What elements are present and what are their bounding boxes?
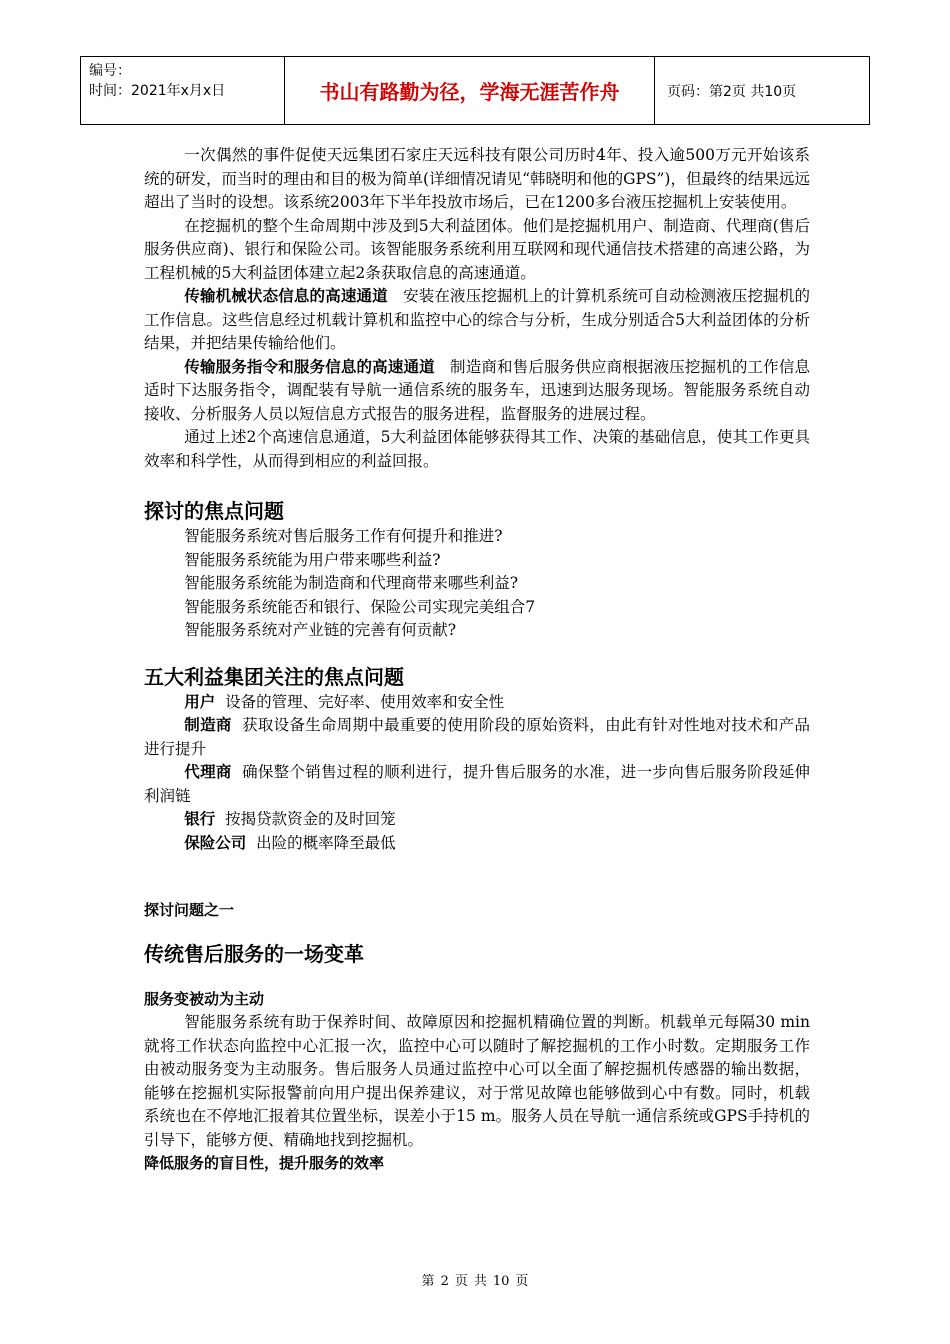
footer-page-number: 2 (440, 1274, 449, 1289)
topic-one-label: 探讨问题之一 (144, 901, 235, 919)
group-label-5: 保险公司 (184, 833, 247, 852)
document-body (144, 144, 810, 1175)
group-label-3: 代理商 (184, 763, 232, 781)
group-item-4 (144, 808, 810, 832)
topic-one-paragraph: 智能服务系统有助于保养时间、故障原因和挖掘机精确位置的判断。机载单元每隔30 min就将工作状态向监控中心汇报一次，监控中心可以随时了解挖掘机的工作小时数。定期服务工作由被动服务变为主动服务。售后服务人员通过监控中心可以全面了解挖掘机传感器的输出数据，能够在挖掘机实际报警前向用户提出保养建议，对于常见故障也能够做到心中有数。同时，机载系统也在不停地汇报着其位置坐标，误差小于15 m。服务人员在导航一通信系统或GPS手持机的引导下，能够方便、精确地找到挖掘机。 (144, 1013, 810, 1149)
group-text-4: 按揭贷款资金的及时回笼 (225, 810, 396, 828)
group-text-3: 确保整个销售过程的顺利进行，提升售后服务的水准，进一步向售后服务阶段延伸利润链 (144, 763, 810, 805)
group-label-2: 制造商 (184, 716, 232, 734)
intro-paragraph-2: 在挖掘机的整个生命周期中涉及到5大利益团体。他们是挖掘机用户、制造商、代理商(售后服务供应商)、银行和保险公司。该智能服务系统利用互联网和现代通信技术搭建的高速公路，为工程机械的5大利益团体建立起2条获取信息的高速通道。 (144, 216, 810, 282)
number-label: 编号： (89, 63, 131, 79)
page-footer (0, 1270, 950, 1289)
focus-item-3: 智能服务系统能为制造商和代理商带来哪些利益? (184, 574, 519, 592)
page-header (80, 56, 870, 125)
focus-item-4: 智能服务系统能否和银行、保险公司实现完美组合7 (184, 597, 536, 616)
group-item-3 (144, 761, 810, 808)
channel-title-2: 传输服务指令和服务信息的高速通道 (184, 357, 435, 376)
group-text-5: 出险的概率降至最低 (256, 833, 396, 852)
channel-title-1: 传输机械状态信息的高速通道 (184, 287, 388, 305)
channel-text-2: 制造商和售后服务供应商根据液压挖掘机的工作信息适时下达服务指令，调配装有导航一通信系统的服务车，迅速到达服务现场。智能服务系统自动接收、分析服务人员以短信息方式报告的服务进程，监督服务的进展过程。 (144, 357, 810, 423)
focus-item-5: 智能服务系统对产业链的完善有何贡献? (184, 621, 457, 639)
header-motto: 书山有路勤为径，学海无涯苦作舟 (285, 57, 655, 124)
group-text-2: 获取设备生命周期中最重要的使用阶段的原始资料，由此有针对性地对技术和产品进行提升 (144, 716, 810, 758)
group-item-2 (144, 714, 810, 761)
channel-text-1: 安装在液压挖掘机上的计算机系统可自动检测液压挖掘机的工作信息。这些信息经过机载计算机和监控中心的综合与分析，生成分别适合5大利益团体的分析结果，并把结果传输给他们。 (144, 287, 810, 352)
group-label-4: 银行 (184, 810, 216, 828)
footer-di: 第 (421, 1274, 435, 1289)
topic-one-subtitle-1: 服务变被动为主动 (144, 990, 265, 1008)
header-meta (81, 57, 285, 124)
footer-total-pages: 10 (492, 1274, 510, 1289)
focus-item-2: 智能服务系统能为用户带来哪些利益? (184, 550, 441, 569)
footer-gong: 共 (473, 1274, 487, 1289)
header-page-info: 页码：第2页 共10页 (667, 83, 797, 100)
group-item-1 (144, 691, 810, 715)
topic-one-title: 传统售后服务的一场变革 (144, 942, 364, 966)
topic-one-subtitle-2: 降低服务的盲目性，提升服务的效率 (144, 1154, 385, 1172)
groups-section-title: 五大利益集团关注的焦点问题 (144, 664, 404, 689)
footer-ye2: 页 (515, 1274, 529, 1289)
time-label: 时间：2021年x月x日 (89, 83, 226, 99)
group-text-1: 设备的管理、完好率、使用效率和安全性 (225, 692, 505, 711)
focus-item-1: 智能服务系统对售后服务工作有何提升和推进? (184, 527, 503, 545)
channel-paragraph-2 (144, 356, 810, 427)
group-item-5 (144, 832, 810, 856)
footer-ye: 页 (454, 1274, 468, 1289)
focus-section-title: 探讨的焦点问题 (144, 499, 284, 523)
intro-paragraph-1: 一次偶然的事件促使天远集团石家庄天远科技有限公司历时4年、投入逾500万元开始该系统的研发，而当时的理由和目的极为简单(详细情况请见“韩晓明和他的GPS”)，但最终的结果远远超出了当时的设想。该系统2003年下半年投放市场后，已在1200多台液压挖掘机上安装使用。 (144, 146, 810, 211)
channel-paragraph-1 (144, 285, 810, 356)
summary-paragraph: 通过上述2个高速信息通道，5大利益团体能够获得其工作、决策的基础信息，使其工作更具效率和科学性，从而得到相应的利益回报。 (144, 428, 810, 470)
group-label-1: 用户 (184, 692, 216, 711)
